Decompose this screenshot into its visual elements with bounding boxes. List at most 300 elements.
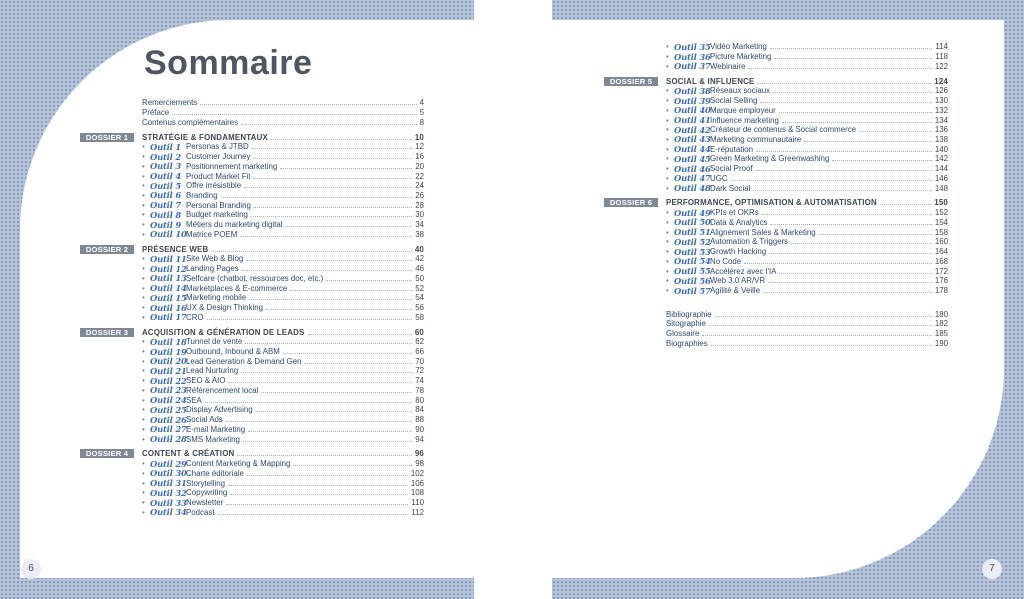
tool-number: Outil 33 xyxy=(150,497,187,508)
bullet-icon: • xyxy=(666,173,669,183)
tool-number: Outil 1 xyxy=(150,141,181,152)
toc-tool-entry[interactable] xyxy=(604,105,948,115)
toc-tool-entry[interactable] xyxy=(80,415,424,425)
dotted-leader xyxy=(758,83,932,84)
bullet-icon: • xyxy=(666,105,669,115)
dotted-leader xyxy=(753,190,931,191)
dotted-leader xyxy=(770,48,933,49)
tool-number: Outil 23 xyxy=(150,385,187,396)
toc-entry-title: No Code xyxy=(710,256,742,266)
tool-number: Outil 41 xyxy=(674,115,711,126)
toc-page-number: 130 xyxy=(934,96,948,106)
bullet-icon: • xyxy=(142,366,145,376)
toc-tool-entry[interactable] xyxy=(604,227,948,237)
toc-entry-title: Copywriting xyxy=(186,488,228,498)
toc-tool-entry[interactable] xyxy=(604,183,948,193)
bullet-icon: • xyxy=(666,86,669,96)
toc-page-number: 40 xyxy=(414,244,424,254)
tool-number: Outil 27 xyxy=(150,424,187,435)
toc-entry-title: Préface xyxy=(142,108,170,118)
dotted-leader xyxy=(240,236,412,237)
toc-tool-entry[interactable] xyxy=(80,152,424,162)
dotted-leader xyxy=(237,455,411,456)
dotted-leader xyxy=(246,260,412,261)
page-title: Sommaire xyxy=(144,44,313,82)
tool-number: Outil 57 xyxy=(674,285,711,296)
dotted-leader xyxy=(172,114,416,115)
toc-tool-entry[interactable] xyxy=(80,478,424,488)
toc-tool-entry[interactable] xyxy=(80,283,424,293)
toc-entry-title: Branding xyxy=(186,190,218,200)
tool-number: Outil 36 xyxy=(674,51,711,62)
toc-tool-entry[interactable] xyxy=(80,366,424,376)
tool-number: Outil 5 xyxy=(150,180,181,191)
tool-number: Outil 49 xyxy=(674,207,711,218)
toc-tool-entry[interactable] xyxy=(80,498,424,508)
toc-tool-entry[interactable] xyxy=(604,237,948,247)
tool-number: Outil 50 xyxy=(674,217,711,228)
bullet-icon: • xyxy=(142,254,145,264)
toc-page-number: 62 xyxy=(415,337,424,347)
toc-entry-title: Budget marketing xyxy=(186,210,248,220)
dotted-leader xyxy=(200,104,416,105)
toc-page-number: 164 xyxy=(934,247,948,257)
bullet-icon: • xyxy=(666,115,669,125)
bullet-icon: • xyxy=(142,468,145,478)
toc-page-number: 50 xyxy=(415,273,424,283)
toc-front-matter-entry[interactable] xyxy=(80,98,424,108)
dotted-leader xyxy=(251,216,412,217)
bullet-icon: • xyxy=(666,266,669,276)
bullet-icon: • xyxy=(666,183,669,193)
toc-page-number: 142 xyxy=(934,154,948,164)
toc-entry-title: Customer Journey xyxy=(186,152,251,162)
tool-number: Outil 54 xyxy=(674,256,711,267)
bullet-icon: • xyxy=(142,303,145,313)
toc-entry-title: Marketplaces & E-commerce xyxy=(186,283,288,293)
tool-number: Outil 18 xyxy=(150,336,187,347)
toc-tool-entry[interactable] xyxy=(80,386,424,396)
tool-number: Outil 24 xyxy=(150,395,187,406)
tool-number: Outil 25 xyxy=(150,404,187,415)
toc-page-number: 54 xyxy=(415,293,424,303)
tool-number: Outil 9 xyxy=(150,219,181,230)
tool-number: Outil 55 xyxy=(674,266,711,277)
toc-entry-title: PERFORMANCE, OPTIMISATION & AUTOMATISATION xyxy=(666,198,877,208)
bullet-icon: • xyxy=(142,152,145,162)
toc-page-number: 30 xyxy=(415,210,424,220)
toc-page-number: 26 xyxy=(415,190,424,200)
tool-number: Outil 10 xyxy=(150,229,187,240)
dossier-badge: DOSSIER 6 xyxy=(604,198,658,207)
toc-entry-title: Storytelling xyxy=(186,478,226,488)
toc-tool-entry[interactable] xyxy=(604,247,948,257)
dotted-leader xyxy=(254,207,412,208)
toc-tool-entry[interactable] xyxy=(604,154,948,164)
tool-number: Outil 32 xyxy=(150,487,187,498)
dotted-leader xyxy=(249,299,412,300)
toc-entry-title: Personal Branding xyxy=(186,200,251,210)
bullet-icon: • xyxy=(142,161,145,171)
toc-page-number: 60 xyxy=(414,327,424,337)
toc-appendix-entry[interactable] xyxy=(604,309,948,319)
toc-tool-entry[interactable] xyxy=(80,434,424,444)
toc-page-number: 78 xyxy=(415,385,424,395)
dossier-badge: DOSSIER 5 xyxy=(604,77,658,86)
dotted-leader xyxy=(711,345,932,346)
toc-page-number: 172 xyxy=(934,266,948,276)
toc-page-number: 5 xyxy=(419,108,424,118)
toc-tool-entry[interactable] xyxy=(80,171,424,181)
toc-page-number: 38 xyxy=(415,229,424,239)
toc-entry-title: UX & Design Thinking xyxy=(186,303,264,313)
toc-entry-title: Podcast xyxy=(186,507,215,517)
toc-tool-entry[interactable] xyxy=(80,488,424,498)
toc-entry-title: Offre irrésistible xyxy=(186,181,242,191)
toc-tool-entry[interactable] xyxy=(604,125,948,135)
toc-page-number: 138 xyxy=(934,134,948,144)
toc-tool-entry[interactable] xyxy=(80,273,424,283)
toc-page-number: 152 xyxy=(934,208,948,218)
dotted-leader xyxy=(756,170,932,171)
bullet-icon: • xyxy=(142,356,145,366)
toc-dossier-heading[interactable] xyxy=(80,244,424,254)
tool-number: Outil 13 xyxy=(150,273,187,284)
toc-tool-entry[interactable] xyxy=(80,337,424,347)
tool-number: Outil 42 xyxy=(674,124,711,135)
toc-entry-title: Newsletter xyxy=(186,498,224,507)
dotted-leader xyxy=(247,475,408,476)
toc-tool-entry[interactable] xyxy=(80,356,424,366)
tool-number: Outil 14 xyxy=(150,283,187,294)
toc-entry-title: Biographies xyxy=(666,338,708,348)
tool-number: Outil 2 xyxy=(150,151,181,162)
toc-page-number: 8 xyxy=(419,117,424,127)
dotted-leader xyxy=(819,234,932,235)
toc-entry-title: Lead Nurturing xyxy=(186,366,239,376)
tool-number: Outil 35 xyxy=(674,41,711,52)
bullet-icon: • xyxy=(142,415,145,425)
toc-tool-entry[interactable] xyxy=(80,425,424,435)
tool-number: Outil 17 xyxy=(150,312,187,323)
bullet-icon: • xyxy=(142,478,145,488)
toc-page-number: 16 xyxy=(415,152,424,162)
tool-number: Outil 8 xyxy=(150,209,181,220)
toc-tool-entry[interactable] xyxy=(80,142,424,152)
toc-tool-entry[interactable] xyxy=(604,115,948,125)
toc-entry-title: Charte éditoriale xyxy=(186,468,244,478)
dotted-leader xyxy=(779,273,931,274)
toc-entry-title: Social Selling xyxy=(710,96,758,106)
toc-dossier-heading[interactable] xyxy=(80,327,424,337)
dotted-leader xyxy=(266,309,412,310)
toc-entry-title: Alignement Sales & Marketing xyxy=(710,227,816,237)
toc-dossier-heading[interactable] xyxy=(80,449,424,459)
tool-number: Outil 7 xyxy=(150,200,181,211)
tool-number: Outil 16 xyxy=(150,302,187,313)
dotted-leader xyxy=(253,158,412,159)
dotted-leader xyxy=(744,263,932,264)
tool-number: Outil 37 xyxy=(674,61,711,72)
toc-page-number: 4 xyxy=(419,98,424,108)
toc-page-number: 185 xyxy=(934,329,948,339)
toc-appendix-entry[interactable] xyxy=(604,329,948,339)
toc-entry-title: CRO xyxy=(186,312,204,322)
toc-tool-entry[interactable] xyxy=(80,405,424,415)
dotted-leader xyxy=(252,148,413,149)
dotted-leader xyxy=(218,514,409,515)
toc-entry-title: UGC xyxy=(710,173,728,183)
toc-appendix-entry[interactable] xyxy=(604,319,948,329)
dotted-leader xyxy=(768,282,932,283)
bullet-icon: • xyxy=(666,125,669,135)
toc-page-number: 46 xyxy=(415,264,424,274)
bullet-icon: • xyxy=(666,217,669,227)
toc-front-matter-entry[interactable] xyxy=(80,117,424,127)
bullet-icon: • xyxy=(666,256,669,266)
bullet-icon: • xyxy=(142,293,145,303)
toc-page-number: 96 xyxy=(414,449,424,459)
toc-page-number: 102 xyxy=(410,468,424,478)
tool-number: Outil 47 xyxy=(674,173,711,184)
toc-entry-title: Glossaire xyxy=(666,329,700,339)
toc-tool-entry[interactable] xyxy=(80,347,424,357)
tool-number: Outil 40 xyxy=(674,105,711,116)
toc-tool-entry[interactable] xyxy=(80,210,424,220)
dotted-leader xyxy=(779,112,932,113)
dotted-leader xyxy=(762,214,932,215)
dotted-leader xyxy=(773,92,932,93)
bullet-icon: • xyxy=(142,507,145,517)
toc-tool-entry[interactable] xyxy=(604,135,948,145)
toc-tool-entry[interactable] xyxy=(80,230,424,240)
dotted-leader xyxy=(304,363,412,364)
dotted-leader xyxy=(715,316,932,317)
bullet-icon: • xyxy=(142,200,145,210)
tool-number: Outil 4 xyxy=(150,171,181,182)
toc-entry-title: Content Marketing & Mapping xyxy=(186,459,291,469)
tool-number: Outil 6 xyxy=(150,190,181,201)
toc-entry-title: Social Ads xyxy=(186,415,223,425)
toc-tool-entry[interactable] xyxy=(80,161,424,171)
toc-tool-entry[interactable] xyxy=(604,52,948,62)
toc-page-number: 148 xyxy=(934,183,948,193)
dotted-leader xyxy=(290,290,412,291)
toc-page-number: 158 xyxy=(934,227,948,237)
toc-dossier-heading[interactable] xyxy=(604,198,948,208)
bullet-icon: • xyxy=(142,312,145,322)
toc-dossier-heading[interactable] xyxy=(80,132,424,142)
toc-left-column xyxy=(80,98,424,517)
toc-dossier-heading[interactable] xyxy=(604,76,948,86)
toc-page-number: 56 xyxy=(415,303,424,313)
bullet-icon: • xyxy=(666,154,669,164)
dotted-leader xyxy=(228,382,412,383)
tool-number: Outil 39 xyxy=(674,95,711,106)
toc-entry-title: Contenus complémentaires xyxy=(142,117,239,127)
toc-page-number: 146 xyxy=(934,173,948,183)
toc-tool-entry[interactable] xyxy=(80,468,424,478)
toc-page-number: 20 xyxy=(415,161,424,171)
toc-tool-entry[interactable] xyxy=(80,181,424,191)
toc-entry-title: ACQUISITION & GÉNÉRATION DE LEADS xyxy=(142,327,305,337)
toc-tool-entry[interactable] xyxy=(604,144,948,154)
toc-entry-title: Display Advertising xyxy=(186,405,253,415)
tool-number: Outil 45 xyxy=(674,153,711,164)
dotted-leader xyxy=(248,431,412,432)
toc-tool-entry[interactable] xyxy=(80,303,424,313)
toc-page-number: 144 xyxy=(934,164,948,174)
toc-page-number: 150 xyxy=(934,198,948,208)
toc-tool-entry[interactable] xyxy=(604,86,948,96)
toc-tool-entry[interactable] xyxy=(80,254,424,264)
tool-number: Outil 31 xyxy=(150,478,187,489)
bullet-icon: • xyxy=(142,385,145,395)
dossier-badge: DOSSIER 1 xyxy=(80,133,134,142)
toc-entry-title: Picture Marketing xyxy=(710,52,772,62)
toc-entry-title: Tunnel de vente xyxy=(186,337,243,347)
toc-entry-title: Sitographie xyxy=(666,319,706,329)
toc-page-number: 108 xyxy=(410,488,424,498)
toc-tool-entry[interactable] xyxy=(80,507,424,517)
toc-tool-entry[interactable] xyxy=(604,164,948,174)
bullet-icon: • xyxy=(142,488,145,498)
toc-page-number: 118 xyxy=(935,52,948,62)
toc-tool-entry[interactable] xyxy=(604,42,948,52)
toc-page-number: 140 xyxy=(934,144,948,154)
toc-tool-entry[interactable] xyxy=(604,217,948,227)
bullet-icon: • xyxy=(142,424,145,434)
toc-entry-title: E-réputation xyxy=(710,144,753,154)
toc-entry-title: SEA xyxy=(186,395,202,405)
bullet-icon: • xyxy=(142,220,145,230)
toc-tool-entry[interactable] xyxy=(80,293,424,303)
toc-page-number: 182 xyxy=(934,319,948,329)
toc-tool-entry[interactable] xyxy=(80,200,424,210)
bullet-icon: • xyxy=(142,376,145,386)
toc-tool-entry[interactable] xyxy=(604,276,948,286)
toc-entry-title: Référencement local xyxy=(186,385,259,395)
dotted-leader xyxy=(791,243,932,244)
tool-number: Outil 43 xyxy=(674,134,711,145)
toc-page-number: 22 xyxy=(415,171,424,181)
toc-page-number: 66 xyxy=(415,346,424,356)
dotted-leader xyxy=(253,178,412,179)
dossier-badge: DOSSIER 3 xyxy=(80,328,134,337)
dotted-leader xyxy=(731,180,932,181)
bullet-icon: • xyxy=(142,405,145,415)
dotted-leader xyxy=(763,292,932,293)
toc-page-number: 58 xyxy=(415,312,424,322)
toc-tool-entry[interactable] xyxy=(604,256,948,266)
toc-tool-entry[interactable] xyxy=(604,266,948,276)
toc-page-number: 154 xyxy=(934,217,948,227)
bullet-icon: • xyxy=(142,273,145,283)
bullet-icon: • xyxy=(142,171,145,181)
toc-page-number: 52 xyxy=(415,283,424,293)
dotted-leader xyxy=(285,226,412,227)
toc-right-column xyxy=(604,42,948,348)
dotted-leader xyxy=(230,494,408,495)
toc-tool-entry[interactable] xyxy=(80,264,424,274)
dotted-leader xyxy=(832,160,932,161)
toc-page-number: 80 xyxy=(415,395,424,405)
bullet-icon: • xyxy=(666,227,669,237)
tool-number: Outil 15 xyxy=(150,292,187,303)
bullet-icon: • xyxy=(666,247,669,257)
toc-entry-title: Outbound, Inbound & ABM xyxy=(186,346,280,356)
toc-tool-entry[interactable] xyxy=(604,208,948,218)
tool-number: Outil 52 xyxy=(674,236,711,247)
toc-page-number: 110 xyxy=(411,498,424,507)
toc-entry-title: Site Web & Blog xyxy=(186,254,244,264)
toc-entry-title: Automation & Triggers xyxy=(710,237,789,247)
toc-entry-title: Vidéo Marketing xyxy=(710,42,767,52)
toc-tool-entry[interactable] xyxy=(604,174,948,184)
toc-tool-entry[interactable] xyxy=(604,96,948,106)
bullet-icon: • xyxy=(142,210,145,220)
bullet-icon: • xyxy=(142,142,145,152)
dotted-leader xyxy=(702,335,932,336)
dotted-leader xyxy=(226,421,412,422)
toc-entry-title: Marque employeur xyxy=(710,105,776,115)
dotted-leader xyxy=(242,270,413,271)
toc-tool-entry[interactable] xyxy=(80,312,424,322)
toc-tool-entry[interactable] xyxy=(80,220,424,230)
toc-page-number: 12 xyxy=(415,142,424,152)
left-page-number: 6 xyxy=(21,559,41,579)
dotted-leader xyxy=(804,141,932,142)
toc-page-number: 34 xyxy=(415,220,424,230)
toc-page-number: 176 xyxy=(934,276,948,286)
toc-entry-title: E-mail Marketing xyxy=(186,424,246,434)
bullet-icon: • xyxy=(142,283,145,293)
toc-tool-entry[interactable] xyxy=(80,191,424,201)
toc-page-number: 132 xyxy=(934,105,948,115)
dotted-leader xyxy=(228,485,408,486)
toc-appendix-entry[interactable] xyxy=(604,339,948,349)
toc-page-number: 190 xyxy=(934,338,948,348)
toc-page-number: 168 xyxy=(934,256,948,266)
toc-entry-title: Selfcare (chatbot, ressources doc, etc.) xyxy=(186,273,324,283)
toc-tool-entry[interactable] xyxy=(80,459,424,469)
dotted-leader xyxy=(748,68,931,69)
toc-tool-entry[interactable] xyxy=(80,376,424,386)
toc-tool-entry[interactable] xyxy=(604,286,948,296)
tool-number: Outil 20 xyxy=(150,356,187,367)
toc-front-matter-entry[interactable] xyxy=(80,108,424,118)
toc-tool-entry[interactable] xyxy=(604,61,948,71)
dotted-leader xyxy=(241,372,412,373)
toc-page-number: 84 xyxy=(415,405,424,415)
bullet-icon: • xyxy=(666,285,669,295)
dotted-leader xyxy=(770,224,931,225)
toc-entry-title: SEO & AIO xyxy=(186,376,226,386)
toc-page-number: 112 xyxy=(411,507,424,517)
toc-entry-title: SOCIAL & INFLUENCE xyxy=(666,76,755,86)
toc-entry-title: Green Marketing & Greenwashing xyxy=(710,154,830,164)
toc-entry-title: Landing Pages xyxy=(186,264,239,274)
toc-entry-title: Webinaire xyxy=(710,61,746,71)
toc-page-number: 134 xyxy=(934,115,948,125)
tool-number: Outil 30 xyxy=(150,468,187,479)
dotted-leader xyxy=(308,334,412,335)
dotted-leader xyxy=(245,343,412,344)
dotted-leader xyxy=(283,353,412,354)
toc-tool-entry[interactable] xyxy=(80,395,424,405)
bullet-icon: • xyxy=(142,434,145,444)
toc-entry-title: Marketing mobile xyxy=(186,293,247,303)
